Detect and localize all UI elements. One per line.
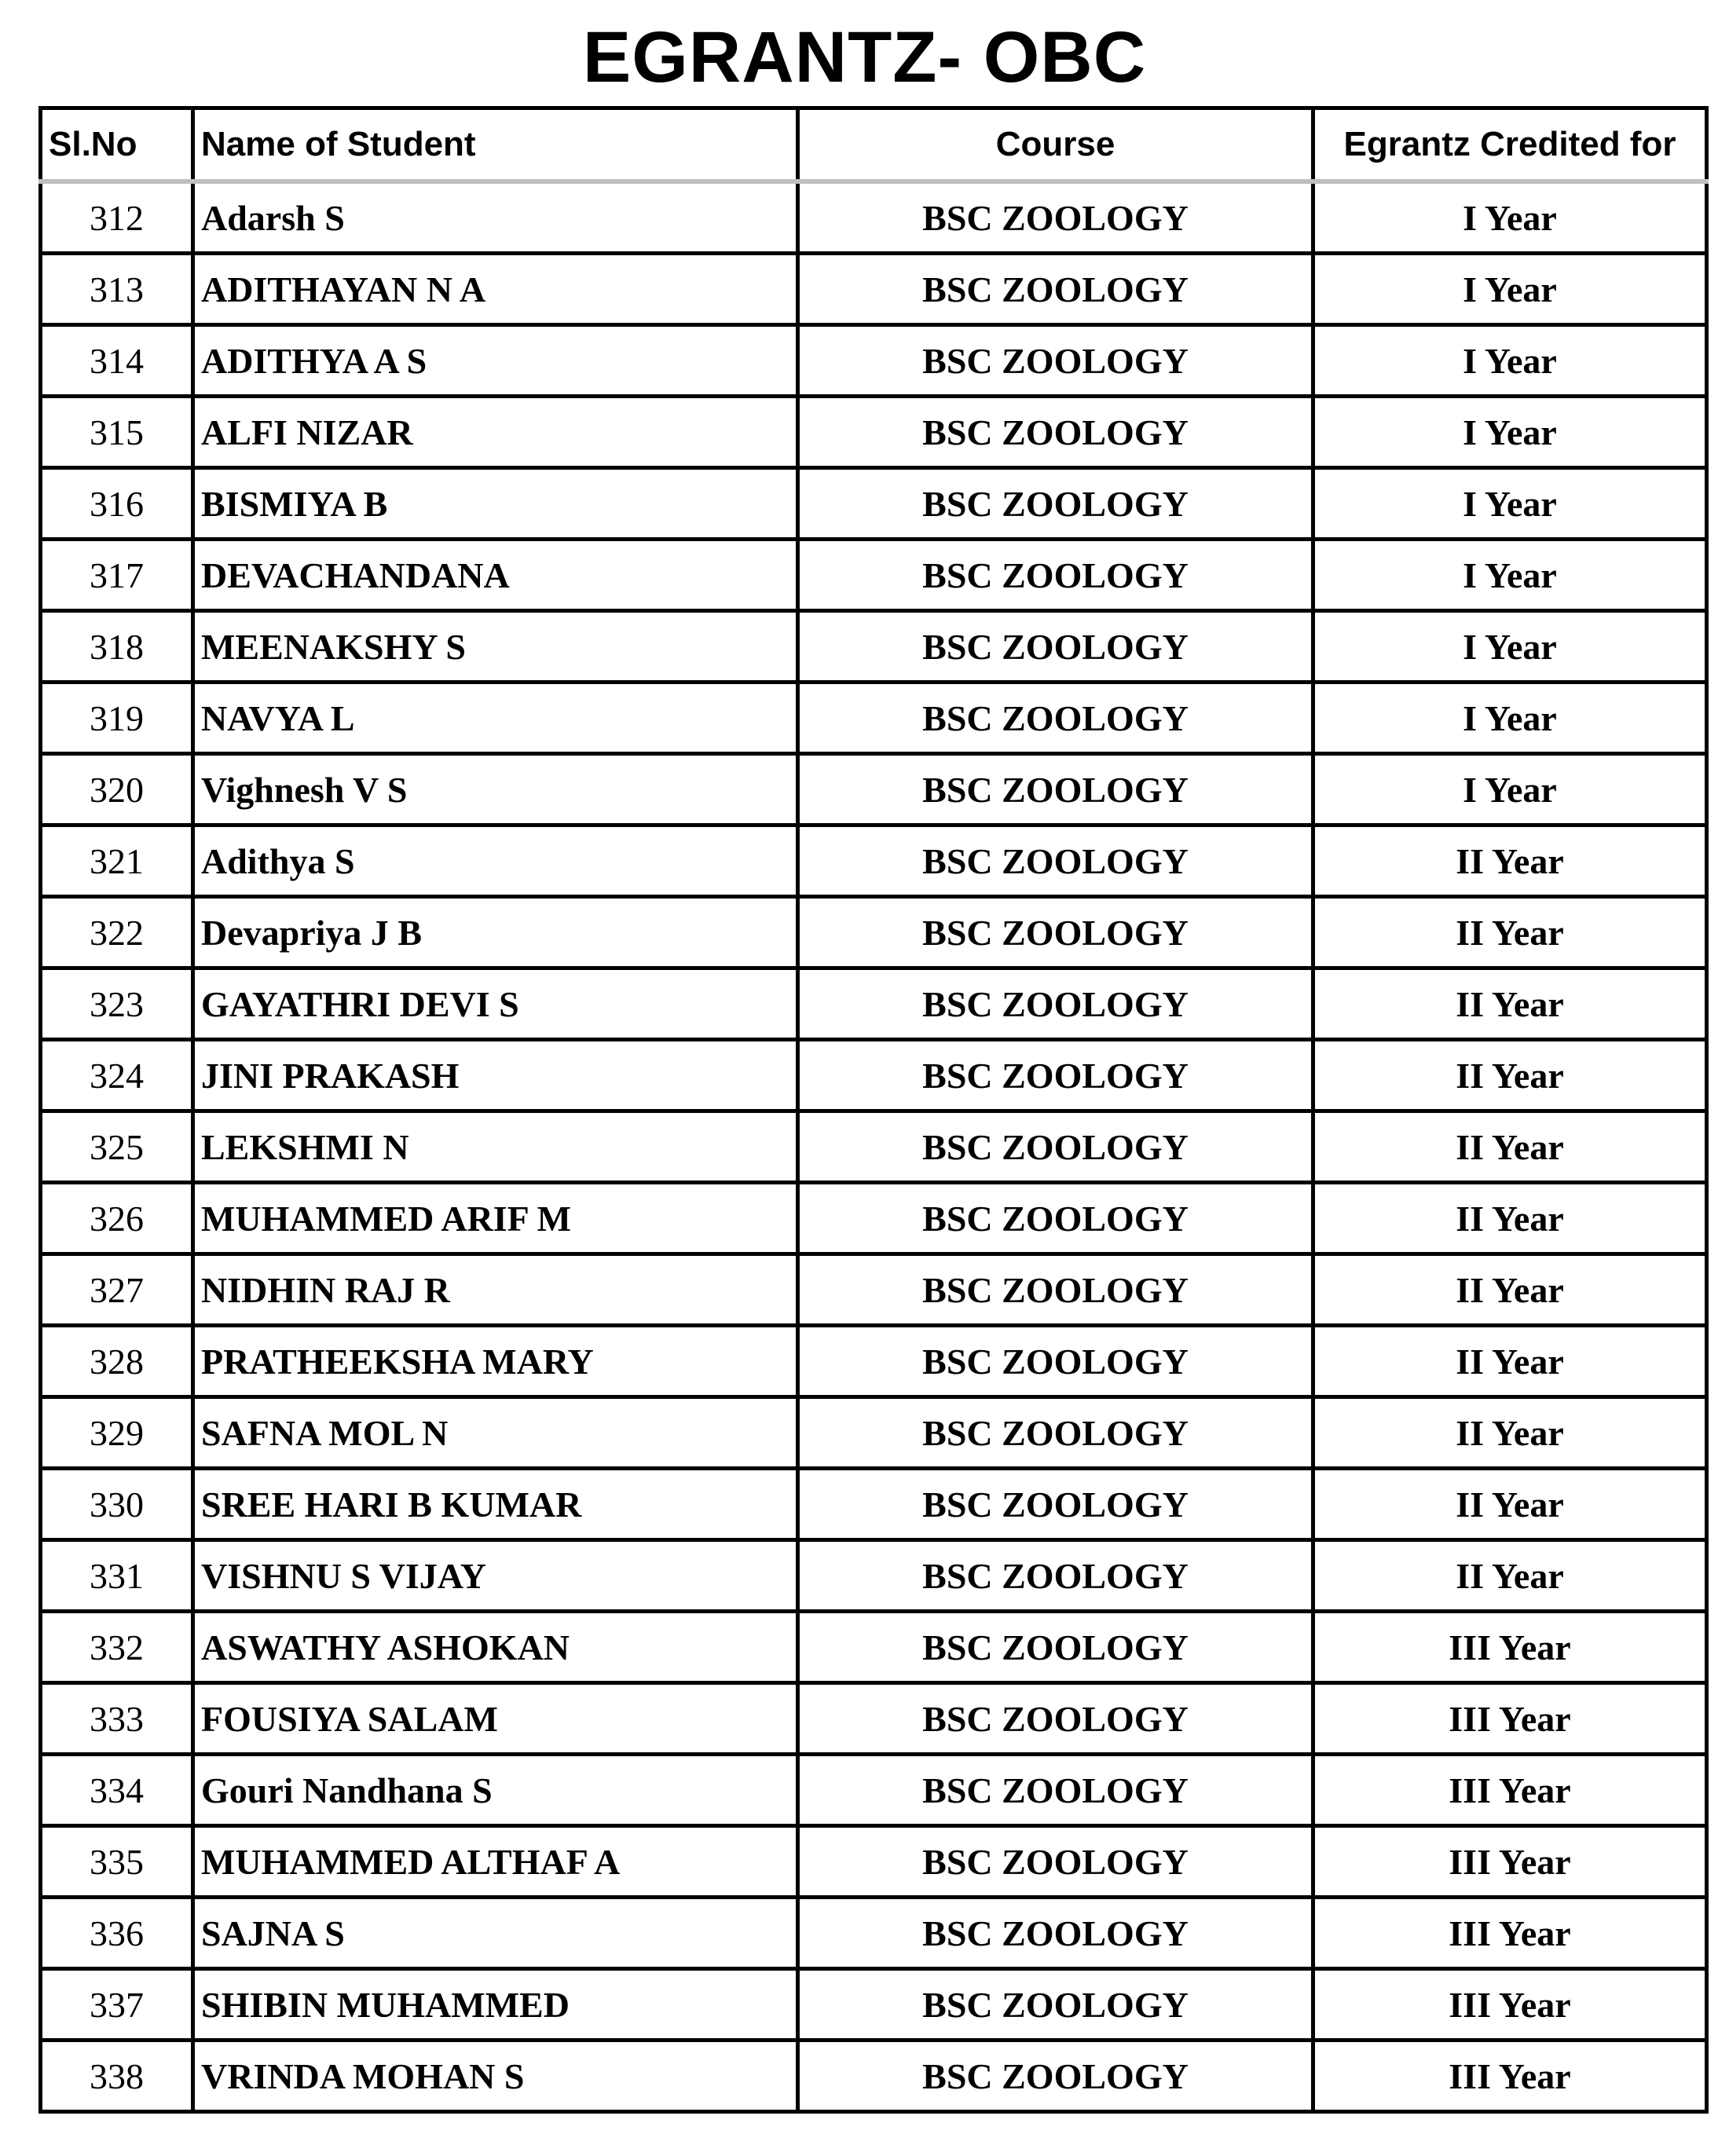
header-course: Course [798,108,1313,182]
course-cell: BSC ZOOLOGY [798,397,1313,468]
sl-no-cell: 318 [41,611,193,683]
table-row [41,1969,1707,2041]
student-name-cell: LEKSHMI N [193,1111,798,1183]
course-cell: BSC ZOOLOGY [798,1326,1313,1397]
course-cell: BSC ZOOLOGY [798,683,1313,754]
student-name-cell: Adarsh S [193,181,798,254]
sl-no-cell: 313 [41,254,193,325]
credited-for-cell: I Year [1313,397,1707,468]
course-cell: BSC ZOOLOGY [798,1969,1313,2041]
course-cell: BSC ZOOLOGY [798,1755,1313,1826]
student-name-cell: MUHAMMED ALTHAF A [193,1826,798,1898]
table-row [41,1254,1707,1326]
table-row [41,1326,1707,1397]
table-row [41,1612,1707,1683]
student-table [38,106,1709,2114]
course-cell: BSC ZOOLOGY [798,825,1313,897]
credited-for-cell: I Year [1313,254,1707,325]
course-cell: BSC ZOOLOGY [798,897,1313,968]
sl-no-cell: 317 [41,540,193,611]
student-name-cell: SREE HARI B KUMAR [193,1469,798,1540]
course-cell: BSC ZOOLOGY [798,1254,1313,1326]
table-row [41,540,1707,611]
course-cell: BSC ZOOLOGY [798,754,1313,825]
sl-no-cell: 328 [41,1326,193,1397]
student-name-cell: BISMIYA B [193,468,798,540]
credited-for-cell: I Year [1313,181,1707,254]
table-row [41,1898,1707,1969]
sl-no-cell: 338 [41,2041,193,2112]
sl-no-cell: 315 [41,397,193,468]
table-row [41,1755,1707,1826]
credited-for-cell: II Year [1313,1397,1707,1469]
table-row [41,825,1707,897]
page-title: EGRANTZ- OBC [582,17,1147,97]
header-egrantz-credited-for: Egrantz Credited for [1313,108,1707,182]
table-row [41,1040,1707,1111]
credited-for-cell: II Year [1313,1111,1707,1183]
header-name-of-student: Name of Student [193,108,798,182]
sl-no-cell: 314 [41,325,193,397]
table-row [41,468,1707,540]
credited-for-cell: I Year [1313,754,1707,825]
student-name-cell: MEENAKSHY S [193,611,798,683]
sl-no-cell: 319 [41,683,193,754]
sl-no-cell: 325 [41,1111,193,1183]
course-cell: BSC ZOOLOGY [798,1898,1313,1969]
course-cell: BSC ZOOLOGY [798,968,1313,1040]
course-cell: BSC ZOOLOGY [798,468,1313,540]
course-cell: BSC ZOOLOGY [798,1469,1313,1540]
student-name-cell: GAYATHRI DEVI S [193,968,798,1040]
course-cell: BSC ZOOLOGY [798,1183,1313,1254]
student-name-cell: SHIBIN MUHAMMED [193,1969,798,2041]
credited-for-cell: III Year [1313,2041,1707,2112]
table-row [41,254,1707,325]
course-cell: BSC ZOOLOGY [798,1397,1313,1469]
course-cell: BSC ZOOLOGY [798,2041,1313,2112]
sl-no-cell: 334 [41,1755,193,1826]
student-name-cell: NAVYA L [193,683,798,754]
table-row [41,968,1707,1040]
credited-for-cell: II Year [1313,1040,1707,1111]
course-cell: BSC ZOOLOGY [798,254,1313,325]
course-cell: BSC ZOOLOGY [798,1540,1313,1612]
student-name-cell: Devapriya J B [193,897,798,968]
student-name-cell: ALFI NIZAR [193,397,798,468]
credited-for-cell: III Year [1313,1969,1707,2041]
student-name-cell: MUHAMMED ARIF M [193,1183,798,1254]
student-name-cell: SAFNA MOL N [193,1397,798,1469]
course-cell: BSC ZOOLOGY [798,1111,1313,1183]
credited-for-cell: I Year [1313,468,1707,540]
course-cell: BSC ZOOLOGY [798,181,1313,254]
credited-for-cell: II Year [1313,825,1707,897]
table-body [41,181,1707,2112]
table-row [41,1469,1707,1540]
table-row [41,1397,1707,1469]
sl-no-cell: 322 [41,897,193,968]
student-name-cell: VRINDA MOHAN S [193,2041,798,2112]
sl-no-cell: 326 [41,1183,193,1254]
credited-for-cell: III Year [1313,1898,1707,1969]
course-cell: BSC ZOOLOGY [798,611,1313,683]
student-name-cell: NIDHIN RAJ R [193,1254,798,1326]
sl-no-cell: 337 [41,1969,193,2041]
credited-for-cell: I Year [1313,540,1707,611]
sl-no-cell: 329 [41,1397,193,1469]
course-cell: BSC ZOOLOGY [798,540,1313,611]
sl-no-cell: 331 [41,1540,193,1612]
sl-no-cell: 336 [41,1898,193,1969]
credited-for-cell: II Year [1313,1326,1707,1397]
sl-no-cell: 316 [41,468,193,540]
credited-for-cell: II Year [1313,897,1707,968]
table-row [41,897,1707,968]
table-row [41,1111,1707,1183]
table-row [41,683,1707,754]
header-sl-no: Sl.No [41,108,193,182]
credited-for-cell: I Year [1313,325,1707,397]
student-name-cell: Gouri Nandhana S [193,1755,798,1826]
credited-for-cell: I Year [1313,611,1707,683]
sl-no-cell: 323 [41,968,193,1040]
course-cell: BSC ZOOLOGY [798,1826,1313,1898]
credited-for-cell: II Year [1313,1254,1707,1326]
sl-no-cell: 312 [41,181,193,254]
table-row [41,1540,1707,1612]
course-cell: BSC ZOOLOGY [798,1612,1313,1683]
student-name-cell: DEVACHANDANA [193,540,798,611]
table-row [41,181,1707,254]
sl-no-cell: 333 [41,1683,193,1755]
credited-for-cell: II Year [1313,1469,1707,1540]
student-name-cell: Vighnesh V S [193,754,798,825]
table-row [41,1683,1707,1755]
credited-for-cell: II Year [1313,1183,1707,1254]
student-name-cell: ADITHYA A S [193,325,798,397]
credited-for-cell: III Year [1313,1683,1707,1755]
course-cell: BSC ZOOLOGY [798,1683,1313,1755]
sl-no-cell: 321 [41,825,193,897]
student-name-cell: PRATHEEKSHA MARY [193,1326,798,1397]
sl-no-cell: 324 [41,1040,193,1111]
table-row [41,1826,1707,1898]
credited-for-cell: III Year [1313,1826,1707,1898]
sl-no-cell: 335 [41,1826,193,1898]
credited-for-cell: III Year [1313,1755,1707,1826]
table-header [41,108,1707,182]
sl-no-cell: 320 [41,754,193,825]
student-name-cell: ASWATHY ASHOKAN [193,1612,798,1683]
sl-no-cell: 330 [41,1469,193,1540]
student-name-cell: FOUSIYA SALAM [193,1683,798,1755]
student-name-cell: ADITHAYAN N A [193,254,798,325]
table-row [41,1183,1707,1254]
sl-no-cell: 327 [41,1254,193,1326]
student-name-cell: SAJNA S [193,1898,798,1969]
table-row [41,325,1707,397]
credited-for-cell: III Year [1313,1612,1707,1683]
credited-for-cell: II Year [1313,1540,1707,1612]
sl-no-cell: 332 [41,1612,193,1683]
credited-for-cell: I Year [1313,683,1707,754]
student-name-cell: Adithya S [193,825,798,897]
course-cell: BSC ZOOLOGY [798,325,1313,397]
table-row [41,2041,1707,2112]
course-cell: BSC ZOOLOGY [798,1040,1313,1111]
table-row [41,611,1707,683]
table-row [41,397,1707,468]
credited-for-cell: II Year [1313,968,1707,1040]
header-row [41,108,1707,182]
student-name-cell: VISHNU S VIJAY [193,1540,798,1612]
table-row [41,754,1707,825]
student-name-cell: JINI PRAKASH [193,1040,798,1111]
